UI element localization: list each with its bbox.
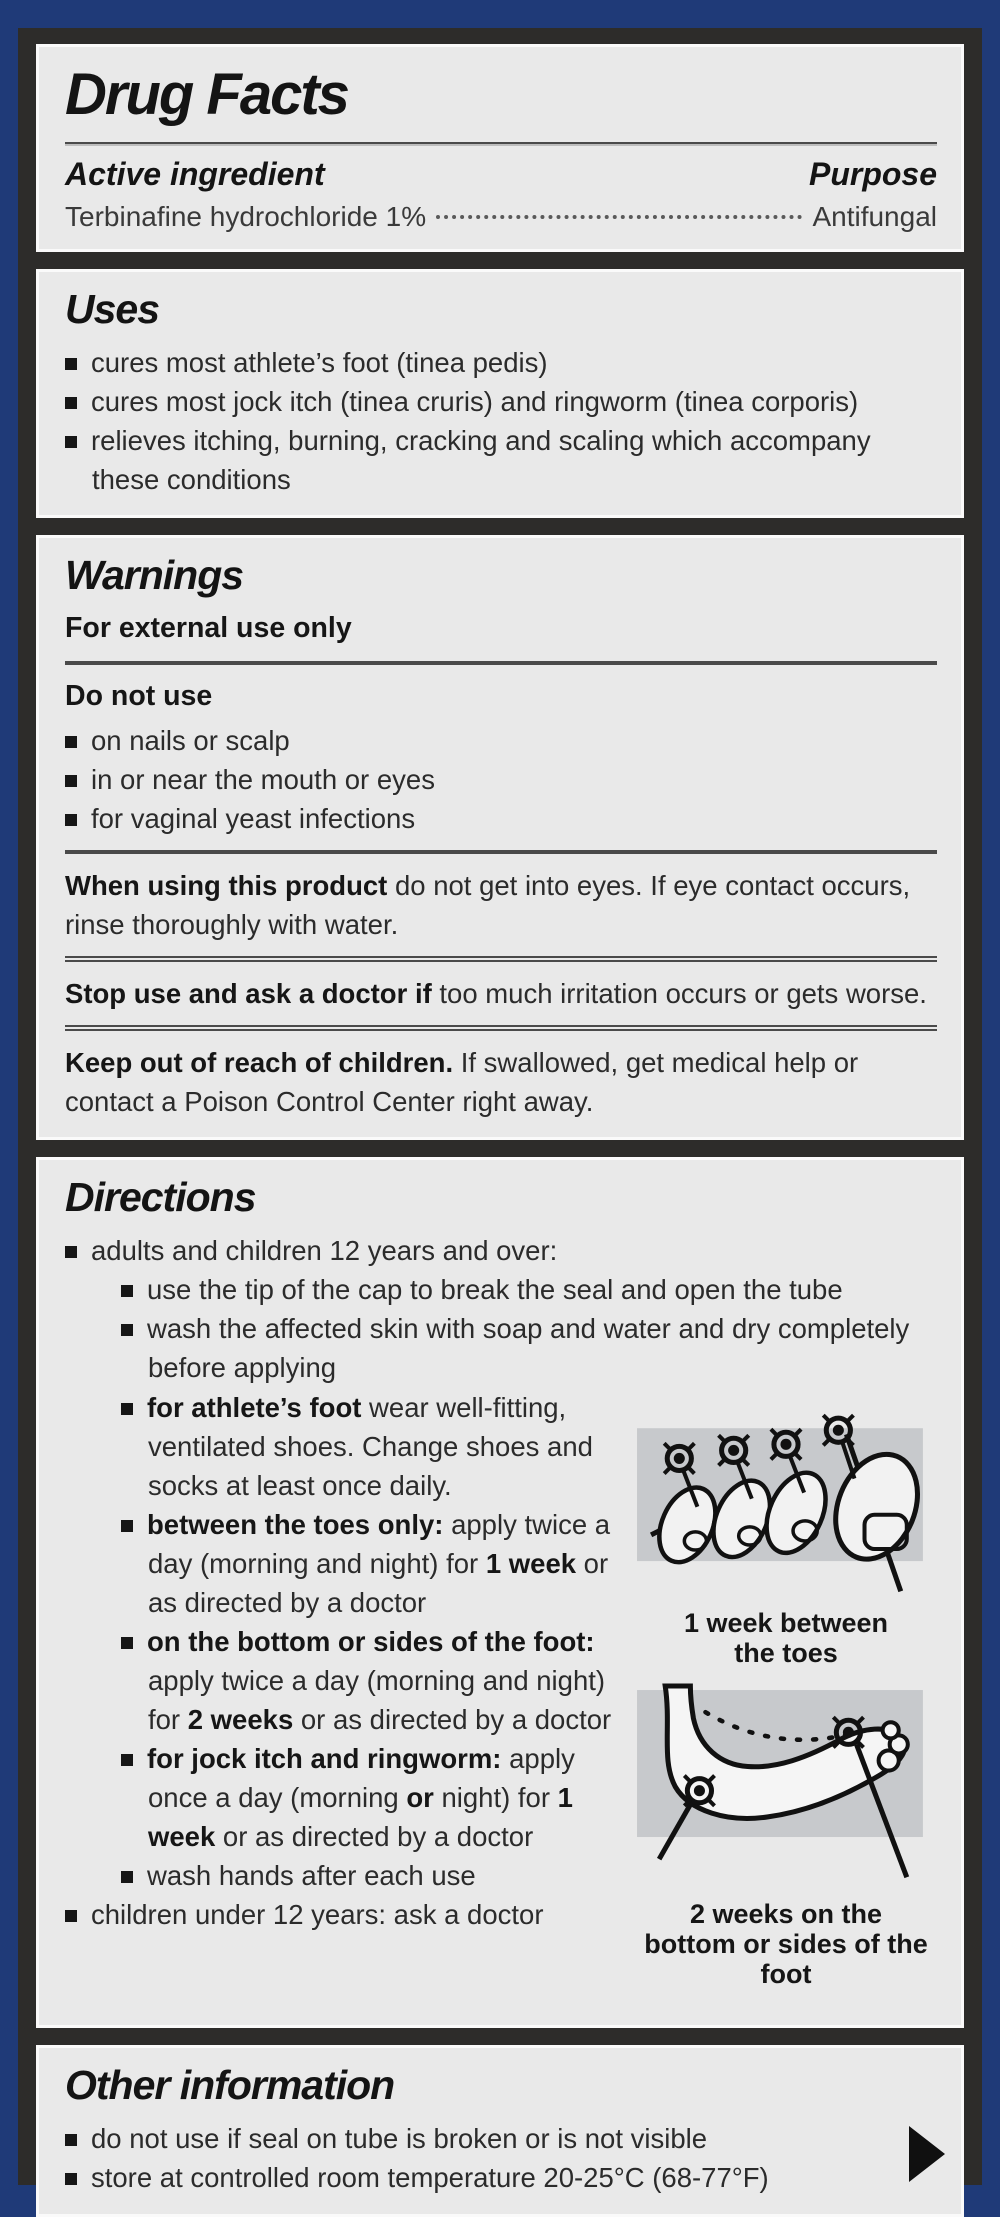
warnings-heading: Warnings	[65, 552, 244, 599]
bullet-square-icon	[65, 2134, 77, 2146]
toes-figure	[635, 1394, 937, 1669]
active-ingredient-heading: Active ingredient	[65, 156, 325, 192]
bullet-square-icon	[65, 397, 77, 409]
directions-panel	[36, 1157, 964, 2028]
directions-figures	[635, 1394, 937, 2006]
other-information-bullet-list	[65, 2119, 937, 2197]
bullet-square-icon	[65, 1246, 77, 1258]
warnings-panel	[36, 535, 964, 1140]
other-information-heading: Other information	[65, 2062, 395, 2109]
uses-heading: Uses	[65, 286, 160, 332]
dotted-leader	[436, 215, 802, 219]
do-not-use-bullet-item: in or near the mouth or eyes	[65, 760, 937, 799]
uses-panel	[36, 269, 964, 518]
directions-bullet-list-top	[65, 1231, 937, 1387]
do-not-use-bullet-item: for vaginal yeast infections	[65, 799, 937, 838]
divider	[65, 661, 937, 665]
foot-figure	[635, 1684, 937, 1989]
foot-figure-caption: 2 weeks on the bottom or sides of the foot	[644, 1898, 928, 1990]
bullet-square-icon	[121, 1520, 133, 1532]
directions-bullet-item: for jock itch and ringworm: apply once a day (morning or night) for 1 week or as directed by a doctor	[121, 1739, 937, 1856]
directions-bullet-item: use the tip of the cap to break the seal and open the tube	[121, 1270, 937, 1309]
directions-bullet-item: wash the affected skin with soap and water and dry completely before applying	[121, 1309, 937, 1387]
bullet-square-icon	[65, 436, 77, 448]
toes-illustration	[635, 1394, 937, 1600]
bullet-square-icon	[65, 814, 77, 826]
directions-bullet-item: children under 12 years: ask a doctor	[65, 1895, 937, 1934]
directions-bullet-item: for athlete’s foot wear well-fitting, ventilated shoes. Change shoes and socks at least once daily.	[121, 1388, 937, 1505]
directions-bullet-item: wash hands after each use	[121, 1856, 937, 1895]
bullet-square-icon	[121, 1324, 133, 1336]
warning-paragraph: When using this product do not get into eyes. If eye contact occurs, rinse thoroughly with water.	[65, 870, 911, 941]
external-use-statement: For external use only	[65, 612, 352, 645]
bullet-square-icon	[121, 1637, 133, 1649]
other-information-bullet-item: store at controlled room temperature 20-25°C (68-77°F)	[65, 2158, 937, 2197]
bullet-square-icon	[121, 1285, 133, 1297]
directions-bullet-item: between the toes only: apply twice a day (morning and night) for 1 week or as directed by a doctor	[121, 1505, 937, 1622]
purpose-value: Antifungal	[812, 201, 937, 232]
directions-heading: Directions	[65, 1174, 256, 1221]
other-information-panel	[36, 2045, 964, 2216]
do-not-use-label: Do not use	[65, 680, 213, 713]
warning-paragraph: Keep out of reach of children. If swallowed, get medical help or contact a Poison Control Center right away.	[65, 1025, 937, 1121]
bullet-square-icon	[121, 1871, 133, 1883]
uses-bullet-list	[65, 343, 937, 499]
page-title: Drug Facts	[65, 62, 348, 127]
directions-bullet-item: on the bottom or sides of the foot: apply twice a day (morning and night) for 2 weeks or as directed by a doctor	[121, 1622, 937, 1739]
bullet-square-icon	[121, 1403, 133, 1415]
bullet-square-icon	[65, 2173, 77, 2185]
foot-illustration	[635, 1684, 937, 1890]
bullet-square-icon	[65, 775, 77, 787]
divider	[65, 850, 937, 854]
directions-bullet-item: adults and children 12 years and over:	[65, 1231, 937, 1270]
uses-bullet-item: cures most jock itch (tinea cruris) and ringworm (tinea corporis)	[65, 382, 937, 421]
warning-paragraph: Stop use and ask a doctor if too much irritation occurs or gets worse.	[65, 956, 937, 1013]
bullet-square-icon	[65, 736, 77, 748]
drug-facts-label	[18, 28, 982, 2194]
header-panel	[36, 44, 964, 252]
purpose-heading: Purpose	[808, 156, 937, 192]
uses-bullet-item: cures most athlete’s foot (tinea pedis)	[65, 343, 937, 382]
active-ingredient-name: Terbinafine hydrochloride 1%	[65, 201, 427, 232]
do-not-use-bullet-item: on nails or scalp	[65, 721, 937, 760]
toes-figure-caption: 1 week between the toes	[683, 1607, 889, 1669]
warnings-paragraph-list	[65, 866, 937, 1121]
bullet-square-icon	[121, 1754, 133, 1766]
continue-arrow-icon	[909, 2126, 945, 2182]
uses-bullet-item: relieves itching, burning, cracking and scaling which accompany these conditions	[65, 421, 937, 499]
do-not-use-bullet-list	[65, 721, 937, 838]
divider	[65, 142, 937, 146]
bullet-square-icon	[65, 358, 77, 370]
other-information-bullet-item: do not use if seal on tube is broken or is not visible	[65, 2119, 937, 2158]
bullet-square-icon	[65, 1910, 77, 1922]
